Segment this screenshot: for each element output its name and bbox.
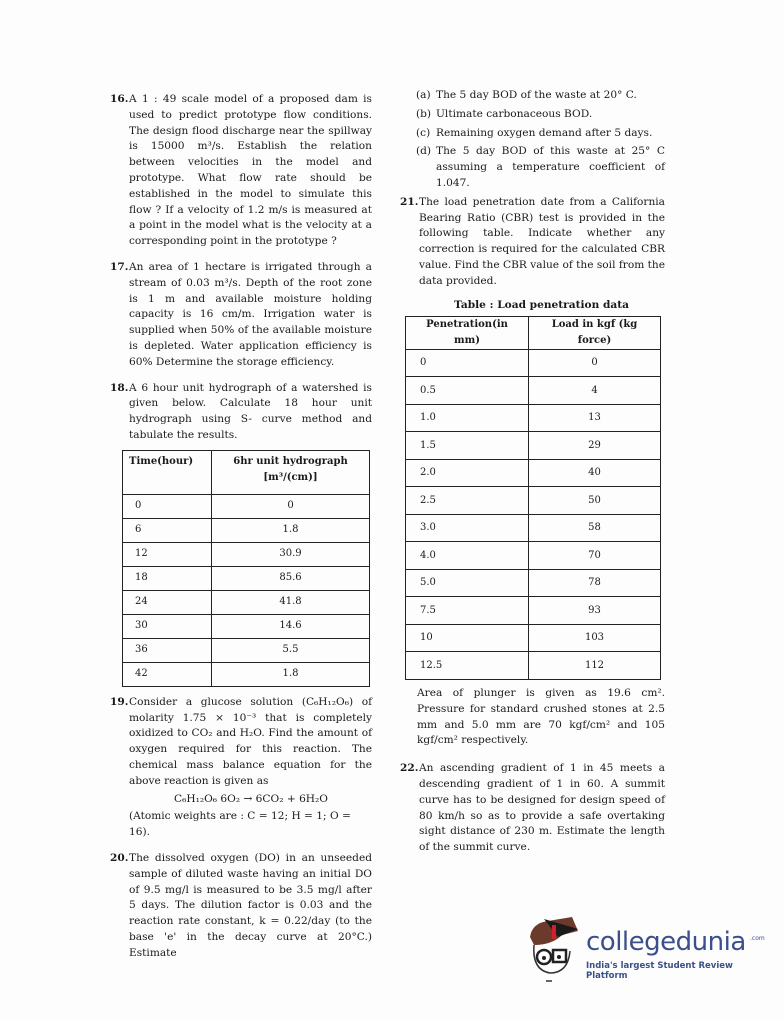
table-row (123, 590, 370, 614)
sub-text: Remaining oxygen demand after 5 days. (436, 126, 653, 139)
table-cell: 4.0 (406, 542, 529, 570)
table-row (406, 542, 661, 570)
table-cell: 0.5 (406, 377, 529, 405)
question-text: The dissolved oxygen (DO) in an unseeded sample of diluted waste having an initial DO of 9.5 mg/l is measured to be 3.5 mg/l after 5 days. The dilution factor is 0.03 and the reaction rate constant, k = 0.22/day (to the base 'e' in the decay curve at 20°C.) Estimate (129, 851, 372, 959)
table-row (123, 518, 370, 542)
table-cell: 10 (406, 624, 529, 652)
table-row (406, 597, 661, 625)
question-number: 19. (110, 695, 129, 708)
table-cell: 0 (529, 349, 661, 377)
mascot-icon (522, 915, 584, 985)
sub-question (400, 144, 665, 191)
table-cell: 24 (123, 590, 212, 614)
unit-hydrograph-table (122, 450, 370, 687)
question-text: A 1 : 49 scale model of a proposed dam is used to predict prototype flow conditions. The design flood discharge near the spillway is 15000 m³/s. Establish the relation between velocities in the model and prototype. What flow rate should be established in the model to simulate this flow ? If a velocity of 1.2 m/s is measured at a point in the model what is the velocity at a corresponding point in the prototype ? (129, 93, 372, 248)
question-22 (400, 761, 665, 856)
column-header: Load in kgf (kg force) (529, 317, 661, 350)
table-cell: 2.5 (406, 487, 529, 515)
table-cell: 1.0 (406, 404, 529, 432)
sub-label: (d) (416, 145, 432, 158)
table-row (406, 404, 661, 432)
table-cell: 41.8 (212, 590, 370, 614)
question-number: 22. (400, 762, 419, 775)
question-number: 21. (400, 195, 419, 208)
table-row (406, 624, 661, 652)
table-row (123, 542, 370, 566)
table-cell: 30.9 (212, 542, 370, 566)
table-cell: 93 (529, 597, 661, 625)
question-number: 20. (110, 851, 129, 864)
question-20 (110, 851, 372, 962)
question-number: 18. (110, 381, 129, 394)
sub-label: (b) (416, 107, 432, 120)
question-text: An ascending gradient of 1 in 45 meets a descending gradient of 1 in 60. A summit curve has to be designed for design speed of 80 km/h so as to provide a safe overtaking sight distance of 230 m. Estimate the length of the summit curve. (419, 762, 665, 854)
table-cell: 13 (529, 404, 661, 432)
brand-name: collegedunia (586, 927, 746, 957)
table-row (406, 569, 661, 597)
column-header: Penetration(in mm) (406, 317, 529, 350)
brand-domain: .com (750, 935, 765, 942)
table-cell: 103 (529, 624, 661, 652)
table-cell: 12 (123, 542, 212, 566)
table-cell: 30 (123, 614, 212, 638)
sub-question (400, 126, 665, 142)
table-cell: 4 (529, 377, 661, 405)
question-21 (400, 195, 665, 290)
question-18 (110, 381, 372, 444)
sub-text: The 5 day BOD of this waste at 25° C assuming a temperature coefficient of 1.047. (436, 145, 665, 189)
sub-text: Ultimate carbonaceous BOD. (436, 107, 593, 120)
header-unit: [m³/(cm)] (263, 471, 318, 483)
left-column (110, 92, 372, 971)
table-cell: 50 (529, 487, 661, 515)
question-text: The load penetration date from a California Bearing Ratio (CBR) test is provided in the following table. Indicate whether any correction is required for the calculated CBR value. Find the CBR value of the soil from the data provided. (419, 195, 665, 287)
table-cell: 14.6 (212, 614, 370, 638)
question-number: 16. (110, 93, 129, 105)
table-row (123, 566, 370, 590)
table-cell: 40 (529, 459, 661, 487)
table-row (406, 652, 661, 680)
table-cell: 85.6 (212, 566, 370, 590)
table-cell: 0 (406, 349, 529, 377)
load-penetration-table (405, 316, 661, 680)
question-17 (110, 260, 372, 371)
table-row (406, 459, 661, 487)
table-row (406, 487, 661, 515)
sub-label: (a) (416, 89, 431, 101)
table-row (123, 494, 370, 518)
collegedunia-logo (522, 915, 765, 985)
table-cell: 36 (123, 638, 212, 662)
plunger-note: Area of plunger is given as 19.6 cm². Pressure for standard crushed stones at 2.5 mm and 5.0 mm are 70 kgf/cm² and 105 kgf/cm² respectively. (417, 686, 665, 747)
question-text: Consider a glucose solution (C₆H₁₂O₆) of molarity 1.75 × 10⁻³ that is completely oxidized to CO₂ and H₂O. Find the amount of oxygen required for this reaction. The chemical mass balance equation for the above reaction is given as (129, 695, 372, 787)
column-header: Time(hour) (123, 450, 212, 494)
table-row (406, 432, 661, 460)
sub-text: The 5 day BOD of the waste at 20° C. (436, 89, 637, 101)
right-column (400, 88, 665, 866)
brand-tagline: India's largest Student Review Platform (586, 961, 733, 981)
table-row (123, 614, 370, 638)
table-cell: 5.5 (212, 638, 370, 662)
table-cell: 6 (123, 518, 212, 542)
atomic-weights-note: (Atomic weights are : C = 12; H = 1; O = 16). (129, 810, 351, 839)
table-row (123, 662, 370, 686)
header-line: 6hr unit hydrograph (233, 455, 348, 467)
table-cell: 1.5 (406, 432, 529, 460)
table-cell: 18 (123, 566, 212, 590)
table-caption: Table : Load penetration data (454, 298, 629, 311)
question-text: An area of 1 hectare is irrigated through a stream of 0.03 m³/s. Depth of the root zone is 1 m and available moisture holding capacity is 16 cm/m. Irrigation water is supplied when 50% of the available moisture is depleted. Water application efficiency is 60% Determine the storage efficiency. (129, 260, 372, 368)
table-cell: 0 (123, 494, 212, 518)
table-cell: 3.0 (406, 514, 529, 542)
table-cell: 42 (123, 662, 212, 686)
table-cell: 78 (529, 569, 661, 597)
table-cell: 112 (529, 652, 661, 680)
column-header (212, 450, 370, 494)
table-cell: 58 (529, 514, 661, 542)
table-cell: 29 (529, 432, 661, 460)
question-number: 17. (110, 260, 129, 273)
table-row (406, 349, 661, 377)
sub-question (400, 88, 665, 104)
table-row (406, 377, 661, 405)
table-cell: 7.5 (406, 597, 529, 625)
table-cell: 1.8 (212, 518, 370, 542)
question-text: A 6 hour unit hydrograph of a watershed is given below. Calculate 18 hour unit hydrograph using S- curve method and tabulate the results. (129, 381, 372, 441)
question-16 (110, 92, 372, 250)
table-cell: 12.5 (406, 652, 529, 680)
sub-question (400, 107, 665, 123)
table-cell: 2.0 (406, 459, 529, 487)
table-cell: 1.8 (212, 662, 370, 686)
table-cell: 70 (529, 542, 661, 570)
chemical-equation: C₆H₁₂O₆ 6O₂ → 6CO₂ + 6H₂O (174, 792, 328, 805)
question-19 (110, 695, 372, 790)
table-cell: 5.0 (406, 569, 529, 597)
table-row (123, 638, 370, 662)
table-cell: 0 (212, 494, 370, 518)
table-row (406, 514, 661, 542)
sub-label: (c) (416, 126, 431, 139)
